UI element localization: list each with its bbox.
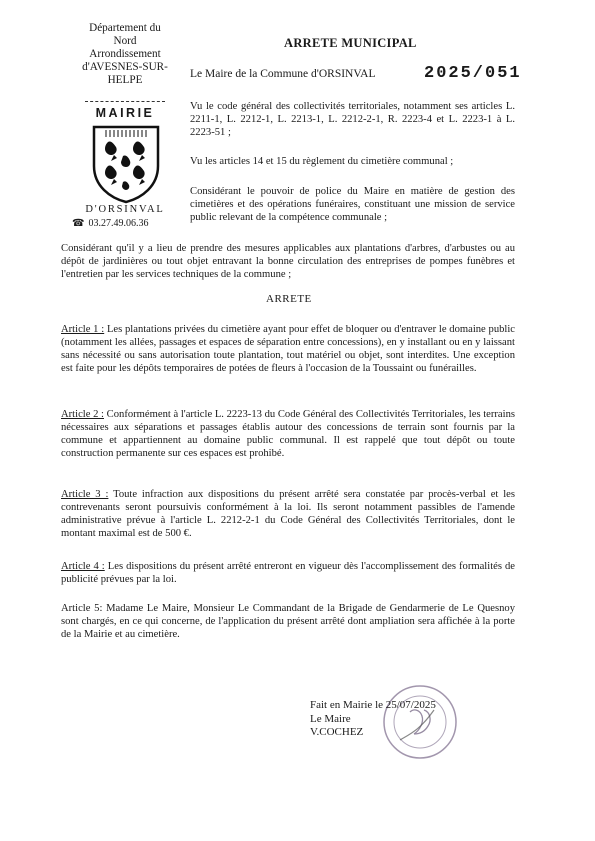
article-label: Article 2 : [61, 409, 104, 420]
article-label: Article 4 : [61, 561, 105, 572]
article-4 [61, 560, 515, 586]
article-text: Toute infraction aux dispositions du présent arrêté sera constatée par procès-verbal et les contrevenants seront poursuivis conformément à la loi. Ils seront notamment passibles de l'amende administrative prévue à l'article L. 2212-2-1 du Code Général des Collectivités Territoriales, dont le montant maximal est de 500 €. [61, 489, 515, 539]
article-label: Article 5: [61, 603, 103, 614]
article-label: Article 1 : [61, 324, 105, 335]
department-header [70, 22, 180, 87]
article-text: Conformément à l'article L. 2223-13 du Code Général des Collectivités Territoriales, les terrains nécessaires aux séparations et passages établis autour des concessions de terrain sont fournis par la commune et appartiennent au domaine public communal. Il est rappelé que tout dépôt ou toute construction permanente sur ces espaces est prohibé. [61, 409, 515, 459]
consideration-vu-code: Vu le code général des collectivités territoriales, notamment ses articles L. 2211-1, L. 2212-1, L. 2213-1, L. 2212-2-1, R. 2223-4 et L. 2223-1 à L. 2223-51 ; [190, 101, 515, 138]
arrete-heading: ARRETE [266, 293, 312, 305]
article-text: Les dispositions du présent arrêté entreront en vigueur dès l'accomplissement des formalités de publicité prévues par la loi. [61, 561, 515, 585]
arrondissement-name-1: d'AVESNES-SUR- [82, 61, 168, 73]
phone-line [72, 218, 182, 229]
article-1 [61, 323, 515, 375]
arrete-number: 2025/051 [424, 64, 522, 83]
telephone-icon: ☎ [72, 218, 85, 229]
departement-label: Département du [89, 22, 161, 34]
arrondissement-name-2: HELPE [107, 74, 143, 86]
commune-name: D'ORSINVAL [85, 204, 165, 215]
article-5 [61, 602, 515, 641]
signature-block [310, 699, 436, 740]
consideration-plantations: Considérant qu'il y a lieu de prendre des mesures applicables aux plantations d'arbres, d'arbustes ou au dépôt de jardinières ou tout objet entravant la bonne circulation des entreprises de pompes funèbres et l'entretien par les services techniques de la commune ; [61, 243, 515, 280]
article-text: Madame Le Maire, Monsieur Le Commandant de la Brigade de Gendarmerie de Le Quesnoy sont chargés, en ce qui concerne, de l'application du présent arrêté dont ampliation sera affichée à la porte de la Mairie et au cimetière. [61, 603, 515, 640]
arrondissement-label: Arrondissement [89, 48, 161, 60]
article-2 [61, 408, 515, 460]
mairie-label: MAIRIE [95, 106, 155, 120]
signature-name: V.COCHEZ [310, 726, 364, 738]
consideration-pouvoir-police: Considérant le pouvoir de police du Maire en matière de gestion des cimetières et des opérations funéraires, constituant une mission de service public relevant de la compétence communale ; [190, 186, 515, 223]
region-label: Nord [113, 35, 137, 47]
article-3 [61, 488, 515, 540]
signature-place-date: Fait en Mairie le 25/07/2025 [310, 699, 436, 711]
article-text: Les plantations privées du cimetière ayant pour effet de bloquer ou d'entraver le domaine public (notamment les allées, passages et espaces de séparation entre concessions), en y installant ou en y laissant sans nécessité ou sans autorisation toute plantation, tout matériel ou objet, sont interdites. Une exception est faite pour les dépôts temporaires de potées de fleurs à l'occasion de la Toussaint ou funérailles. [61, 324, 516, 374]
maire-line: Le Maire de la Commune d'ORSINVAL [190, 68, 376, 80]
article-label: Article 3 : [61, 489, 109, 500]
header-divider [85, 101, 165, 102]
document-title: ARRETE MUNICIPAL [284, 36, 417, 50]
signature-role: Le Maire [310, 712, 351, 725]
consideration-vu-reglement: Vu les articles 14 et 15 du règlement du cimetière communal ; [190, 156, 454, 167]
coat-of-arms-icon [90, 124, 162, 204]
phone-number: 03.27.49.06.36 [88, 218, 149, 229]
